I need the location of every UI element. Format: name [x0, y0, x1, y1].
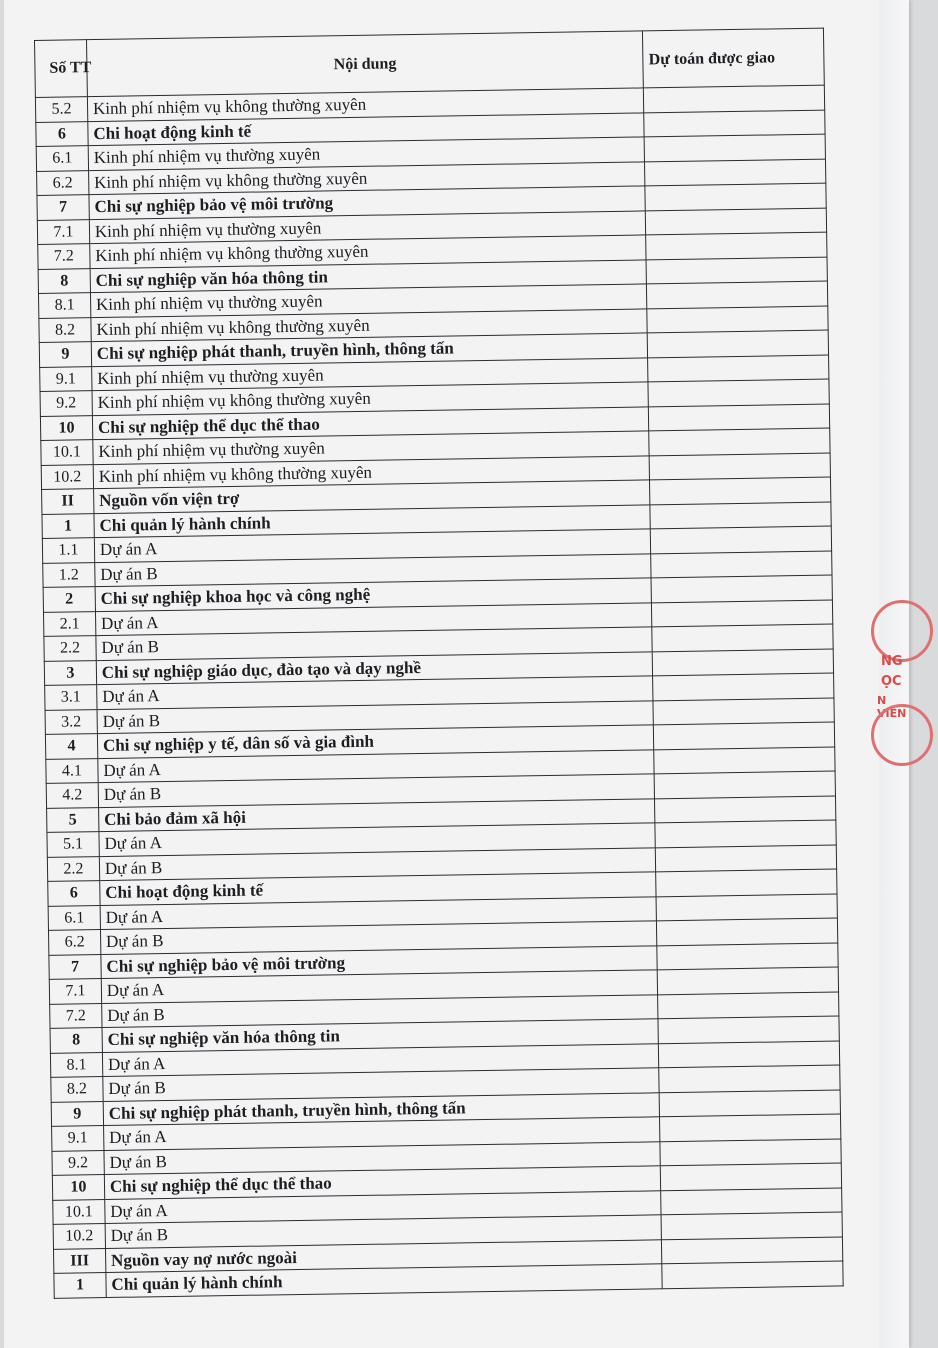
row-content: Dự án B: [100, 921, 657, 954]
row-number: 1.1: [42, 538, 94, 563]
row-number: 6.2: [37, 170, 89, 195]
row-budget-value: [649, 404, 830, 431]
row-number: 1: [42, 513, 94, 538]
row-content: Chi quản lý hành chính: [94, 504, 651, 537]
row-budget-value: [646, 232, 827, 259]
row-number: 7: [49, 954, 101, 979]
row-number: 2: [43, 587, 95, 612]
row-number: 3.1: [45, 685, 97, 710]
row-budget-value: [645, 183, 826, 210]
row-budget-value: [655, 796, 836, 823]
row-number: 6: [36, 121, 88, 146]
row-number: 6: [48, 881, 100, 906]
row-number: 10.1: [53, 1199, 105, 1224]
row-content: Dự án B: [102, 994, 659, 1027]
row-number: 5.2: [35, 97, 87, 122]
row-content: Dự án B: [99, 847, 656, 880]
row-budget-value: [651, 575, 832, 602]
row-content: Chi hoạt động kinh tế: [100, 872, 657, 905]
red-stamp-fragment: [875, 600, 909, 760]
row-budget-value: [644, 134, 825, 161]
row-budget-value: [653, 673, 834, 700]
row-content: Chi sự nghiệp giáo dục, đào tạo và dạy nghề: [96, 651, 653, 684]
row-budget-value: [651, 526, 832, 553]
row-number: 7.1: [49, 979, 101, 1004]
row-number: 7.2: [38, 244, 90, 269]
row-content: Dự án B: [105, 1215, 662, 1248]
row-number: 1.2: [43, 562, 95, 587]
row-content: Dự án A: [100, 896, 657, 929]
row-budget-value: [656, 869, 837, 896]
row-content: Chi quản lý hành chính: [106, 1264, 663, 1297]
row-content: Kinh phí nhiệm vụ không thường xuyên: [87, 88, 644, 121]
row-budget-value: [648, 379, 829, 406]
stamp-text-3: N VIÊN: [877, 694, 907, 720]
row-content: Dự án B: [103, 1068, 660, 1101]
row-budget-value: [659, 1040, 840, 1067]
row-budget-value: [649, 428, 830, 455]
stamp-text-1: NG: [881, 654, 903, 669]
row-number: 10: [40, 415, 92, 440]
row-number: 5: [47, 807, 99, 832]
row-budget-value: [659, 1065, 840, 1092]
row-budget-value: [652, 600, 833, 627]
row-budget-value: [656, 893, 837, 920]
row-content: Chi sự nghiệp bảo vệ môi trường: [101, 945, 658, 978]
row-budget-value: [654, 722, 835, 749]
row-content: Dự án A: [95, 602, 652, 635]
row-budget-value: [646, 208, 827, 235]
row-number: 6.1: [36, 146, 88, 171]
row-budget-value: [660, 1114, 841, 1141]
row-budget-value: [646, 257, 827, 284]
row-budget-value: [660, 1138, 841, 1165]
header-stt: Số TT: [35, 40, 88, 98]
row-content: Kinh phí nhiệm vụ không thường xuyên: [92, 382, 649, 415]
row-budget-value: [662, 1236, 843, 1263]
row-number: 7.1: [37, 219, 89, 244]
row-budget-value: [653, 698, 834, 725]
row-content: Nguồn vốn viện trợ: [93, 480, 650, 513]
row-number: 7: [37, 195, 89, 220]
row-number: 9: [39, 342, 91, 367]
stamp-ring-bottom: [871, 704, 933, 766]
row-budget-value: [658, 1016, 839, 1043]
row-content: Dự án A: [103, 1117, 660, 1150]
row-content: Dự án A: [97, 676, 654, 709]
row-number: 10.2: [41, 464, 93, 489]
row-budget-value: [654, 747, 835, 774]
row-number: 10.2: [53, 1224, 105, 1249]
row-content: Kinh phí nhiệm vụ thường xuyên: [88, 137, 645, 170]
row-budget-value: [647, 281, 828, 308]
row-budget-value: [645, 159, 826, 186]
row-budget-value: [648, 330, 829, 357]
row-number: 9: [51, 1101, 103, 1126]
row-content: Dự án A: [101, 970, 658, 1003]
row-content: Dự án B: [104, 1141, 661, 1174]
row-budget-value: [657, 918, 838, 945]
row-number: 6.1: [48, 905, 100, 930]
row-budget-value: [650, 477, 831, 504]
row-content: Kinh phí nhiệm vụ không thường xuyên: [88, 161, 645, 194]
header-noi-dung: Nội dung: [86, 31, 643, 97]
row-number: 8: [50, 1028, 102, 1053]
row-content: Dự án A: [102, 1043, 659, 1076]
row-content: Dự án B: [98, 774, 655, 807]
row-content: Chi bảo đảm xã hội: [98, 798, 655, 831]
row-number: 4.2: [46, 783, 98, 808]
row-number: 8.1: [50, 1052, 102, 1077]
row-budget-value: [649, 453, 830, 480]
row-content: Kinh phí nhiệm vụ không thường xuyên: [90, 235, 647, 268]
row-number: 8.2: [51, 1077, 103, 1102]
row-number: 9.2: [40, 391, 92, 416]
row-content: Chi sự nghiệp văn hóa thông tin: [102, 1019, 659, 1052]
row-content: Chi sự nghiệp bảo vệ môi trường: [89, 186, 646, 219]
row-budget-value: [661, 1163, 842, 1190]
budget-table: [34, 28, 844, 1299]
row-budget-value: [661, 1212, 842, 1239]
row-content: Kinh phí nhiệm vụ thường xuyên: [90, 284, 647, 317]
row-number: 5.1: [47, 832, 99, 857]
row-budget-value: [662, 1261, 843, 1288]
row-content: Chi sự nghiệp phát thanh, truyền hình, thông tấn: [91, 333, 648, 366]
row-content: Chi sự nghiệp thể dục thể thao: [104, 1166, 661, 1199]
row-content: Dự án A: [94, 529, 651, 562]
row-budget-value: [659, 1089, 840, 1116]
row-budget-value: [650, 502, 831, 529]
row-budget-value: [654, 771, 835, 798]
stamp-text-2: ỌC: [881, 674, 902, 689]
row-number: 4: [45, 734, 97, 759]
row-budget-value: [661, 1187, 842, 1214]
document-page: [4, 0, 909, 1348]
row-content: Kinh phí nhiệm vụ không thường xuyên: [91, 308, 648, 341]
row-number: 9.2: [52, 1150, 104, 1175]
row-number: 9.1: [52, 1126, 104, 1151]
row-budget-value: [653, 649, 834, 676]
row-content: Dự án A: [105, 1190, 662, 1223]
row-budget-value: [648, 355, 829, 382]
row-number: 2.1: [43, 611, 95, 636]
row-content: Kinh phí nhiệm vụ thường xuyên: [93, 431, 650, 464]
stamp-ring-top: [871, 600, 933, 662]
row-budget-value: [652, 624, 833, 651]
row-budget-value: [655, 820, 836, 847]
row-budget-value: [658, 991, 839, 1018]
row-content: Dự án A: [98, 749, 655, 782]
row-number: 2.2: [44, 636, 96, 661]
row-number: 3: [44, 660, 96, 685]
row-number: 3.2: [45, 709, 97, 734]
row-number: 8: [38, 268, 90, 293]
row-number: 10: [52, 1175, 104, 1200]
row-number: 2.2: [47, 856, 99, 881]
row-content: Dự án B: [95, 553, 652, 586]
row-content: Chi sự nghiệp y tế, dân số và gia đình: [97, 725, 654, 758]
row-budget-value: [644, 110, 825, 137]
row-content: Chi sự nghiệp khoa học và công nghệ: [95, 578, 652, 611]
row-budget-value: [651, 551, 832, 578]
row-number: 8.1: [38, 293, 90, 318]
row-number: 4.1: [46, 758, 98, 783]
row-number: 8.2: [39, 317, 91, 342]
row-content: Chi hoạt động kinh tế: [88, 112, 645, 145]
row-content: Dự án A: [99, 823, 656, 856]
row-content: Kinh phí nhiệm vụ không thường xuyên: [93, 455, 650, 488]
row-content: Kinh phí nhiệm vụ thường xuyên: [89, 210, 646, 243]
row-number: II: [42, 489, 94, 514]
row-content: Nguồn vay nợ nước ngoài: [105, 1239, 662, 1272]
row-budget-value: [656, 844, 837, 871]
row-number: 10.1: [41, 440, 93, 465]
row-budget-value: [657, 942, 838, 969]
row-budget-value: [644, 85, 825, 112]
row-number: III: [53, 1248, 105, 1273]
row-number: 6.2: [48, 930, 100, 955]
row-content: Chi sự nghiệp phát thanh, truyền hình, thông tấn: [103, 1092, 660, 1125]
header-du-toan: Dự toán được giao: [643, 28, 825, 88]
row-content: Dự án B: [97, 700, 654, 733]
row-number: 1: [54, 1273, 106, 1298]
row-content: Chi sự nghiệp thể dục thể thao: [92, 406, 649, 439]
table-body: [35, 85, 843, 1298]
row-budget-value: [658, 967, 839, 994]
row-content: Dự án B: [96, 627, 653, 660]
row-content: Kinh phí nhiệm vụ thường xuyên: [92, 357, 649, 390]
row-budget-value: [647, 306, 828, 333]
budget-table-wrapper: [34, 28, 844, 1299]
row-number: 9.1: [40, 366, 92, 391]
row-number: 7.2: [50, 1003, 102, 1028]
row-content: Chi sự nghiệp văn hóa thông tin: [90, 259, 647, 292]
